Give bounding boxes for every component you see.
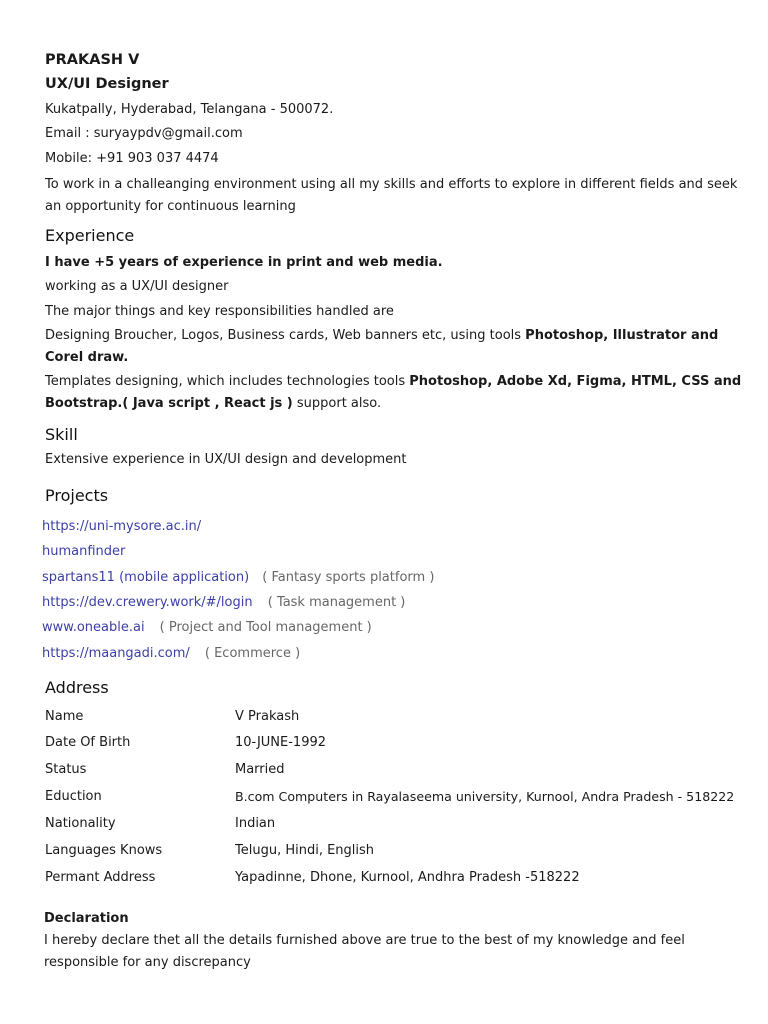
home-address: Kukatpally, Hyderabad, Telangana - 500072.: [45, 102, 334, 117]
email-text: Email : suryaypdv@gmail.com: [45, 126, 243, 141]
mobile-text: Mobile: +91 903 037 4474: [45, 151, 219, 166]
experience-years: I have +5 years of experience in print and web media.: [45, 255, 443, 270]
experience-intro: The major things and key responsibilities handled are: [45, 304, 394, 319]
designing-text: Designing Broucher, Logos, Business cards, Web banners etc, using tools: [45, 328, 526, 343]
detail-label: Status: [45, 762, 87, 777]
detail-label: Eduction: [45, 789, 102, 804]
projects-heading: Projects: [45, 486, 109, 505]
templates-text: Templates designing, which includes technologies tools: [45, 374, 410, 389]
templates-tools-cont: Bootstrap.( Java script , React js ): [45, 396, 293, 411]
experience-templates-line-1: [45, 374, 741, 389]
address-heading: Address: [45, 678, 109, 697]
project-link[interactable]: humanfinder: [42, 544, 126, 559]
templates-suffix: support also.: [292, 396, 382, 411]
declaration-line-1: I hereby declare thet all the details furnished above are true to the best of my knowledge and feel: [44, 933, 685, 948]
project-note: ( Task management ): [267, 595, 406, 610]
detail-value: V Prakash: [235, 709, 300, 724]
detail-label: Nationality: [45, 816, 116, 831]
person-name: PRAKASH V: [45, 52, 140, 68]
project-item: [42, 515, 201, 534]
project-link[interactable]: spartans11 (mobile application): [42, 570, 250, 585]
job-title: UX/UI Designer: [45, 76, 169, 92]
project-note: ( Ecommerce ): [204, 646, 301, 661]
detail-label: Permant Address: [45, 870, 156, 885]
objective-line-1: To work in a challeanging environment using all my skills and efforts to explore in different fields and seek: [45, 177, 738, 192]
project-link[interactable]: https://maangadi.com/: [42, 646, 190, 661]
skill-heading: Skill: [45, 425, 78, 444]
project-link[interactable]: www.oneable.ai: [42, 620, 145, 635]
experience-designing-line-2: Corel draw.: [45, 350, 129, 365]
experience-templates-line-2: [45, 396, 381, 411]
project-note: ( Fantasy sports platform ): [262, 570, 435, 585]
project-item: [42, 591, 405, 610]
skill-text: Extensive experience in UX/UI design and development: [45, 452, 407, 467]
objective-line-2: an opportunity for continuous learning: [45, 199, 296, 214]
detail-value: B.com Computers in Rayalaseema university, Kurnool, Andra Pradesh - 518222: [235, 789, 735, 804]
project-note: ( Project and Tool management ): [159, 620, 372, 635]
project-item: [42, 540, 125, 559]
detail-value: Married: [235, 762, 285, 777]
detail-label: Languages Knows: [45, 843, 163, 858]
project-item: [42, 642, 300, 661]
project-item: [42, 566, 434, 585]
declaration-heading: Declaration: [44, 911, 129, 926]
detail-value: 10-JUNE-1992: [235, 735, 327, 750]
templates-tools: Photoshop, Adobe Xd, Figma, HTML, CSS and: [409, 374, 742, 389]
detail-value: Yapadinne, Dhone, Kurnool, Andhra Pradesh -518222: [235, 870, 580, 885]
detail-value: Telugu, Hindi, English: [235, 843, 375, 858]
experience-heading: Experience: [45, 226, 135, 245]
detail-label: Name: [45, 709, 84, 724]
declaration-line-2: responsible for any discrepancy: [44, 955, 251, 970]
detail-label: Date Of Birth: [45, 735, 131, 750]
project-link[interactable]: https://dev.crewery.work/#/login: [42, 595, 253, 610]
project-item: [42, 616, 372, 635]
detail-value: Indian: [235, 816, 276, 831]
designing-tools: Photoshop, Illustrator and: [525, 328, 719, 343]
experience-position: working as a UX/UI designer: [45, 279, 229, 294]
project-link[interactable]: https://uni-mysore.ac.in/: [42, 519, 202, 534]
experience-designing-line-1: [45, 328, 718, 343]
